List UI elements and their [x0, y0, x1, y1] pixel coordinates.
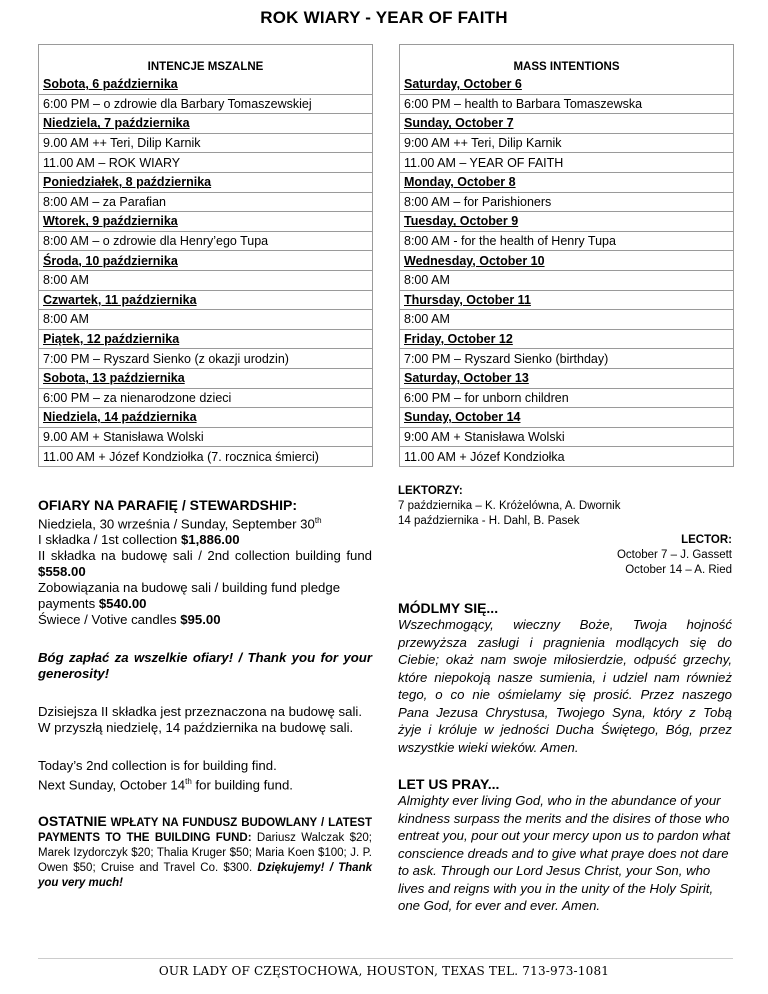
lector-line-2: October 14 – A. Ried	[625, 564, 732, 576]
intention-left: 9.00 AM + Stanisława Wolski	[39, 427, 373, 447]
stewardship-section	[38, 497, 372, 891]
intention-right: 8:00 AM – for Parishioners	[400, 192, 734, 212]
table-row	[39, 172, 734, 192]
day-heading-right: Wednesday, October 10	[400, 251, 734, 271]
table-row	[39, 408, 734, 428]
latest-payments: OSTATNIE WPŁATY NA FUNDUSZ BUDOWLANY / LATEST PAYMENTS TO THE BUILDING FUND: Dariusz Walczak $20; Marek Izydorczyk $20; Thalia Kruger $50; Maria Koen $100; J. P. Owen $50; Cruise and Travel Co. $300. Dziękujemy! / Thank you very much!	[38, 812, 373, 889]
table-row	[39, 310, 734, 330]
lectors-line-2: 14 października - H. Dahl, B. Pasek	[398, 515, 580, 527]
intention-right: 6:00 PM – health to Barbara Tomaszewska	[400, 94, 734, 114]
thank-you-note: Bóg zapłać za wszelkie ofiary! / Thank you for your generosity!	[38, 650, 372, 682]
day-heading-right: Tuesday, October 9	[400, 212, 734, 232]
table-row	[39, 349, 734, 369]
table-header-left: INTENCJE MSZALNE	[39, 45, 373, 76]
lector-line-1: October 7 – J. Gassett	[616, 549, 732, 561]
day-heading-right: Thursday, October 11	[400, 290, 734, 310]
footer-divider	[38, 958, 733, 959]
table-row	[39, 133, 734, 153]
table-row	[39, 368, 734, 388]
table-row	[39, 427, 734, 447]
intention-right: 11.00 AM + Józef Kondziołka	[400, 447, 734, 467]
intention-right: 8:00 AM - for the health of Henry Tupa	[400, 231, 734, 251]
day-heading-left: Wtorek, 9 października	[39, 212, 373, 232]
pledge-payments: Zobowiązania na budowę sali / building fund pledge payments $540.00	[38, 580, 341, 612]
intention-left: 8:00 AM	[39, 270, 373, 290]
table-row	[39, 212, 734, 232]
day-heading-left: Poniedziałek, 8 października	[39, 172, 373, 192]
stewardship-heading: OFIARY NA PARAFIĘ / STEWARDSHIP:	[38, 497, 298, 513]
day-heading-left: Sobota, 13 października	[39, 368, 373, 388]
polish-note-2: W przyszłą niedzielę, 14 października na budowę sali.	[38, 720, 354, 736]
day-heading-left: Piątek, 12 października	[39, 329, 373, 349]
polish-note-1: Dzisiejsza II składka jest przeznaczona na budowę sali.	[38, 704, 362, 720]
table-row	[39, 270, 734, 290]
intention-left: 9.00 AM ++ Teri, Dilip Karnik	[39, 133, 373, 153]
table-row	[39, 231, 734, 251]
intention-right: 8:00 AM	[400, 310, 734, 330]
english-note-2: Next Sunday, October 14th for building fund.	[38, 777, 293, 793]
votive-candles: Świece / Votive candles $95.00	[38, 612, 221, 628]
table-row	[39, 94, 734, 114]
second-collection: II składka na budowę sali / 2nd collection building fund $558.00	[38, 548, 372, 580]
day-heading-left: Czwartek, 11 października	[39, 290, 373, 310]
table-row	[39, 388, 734, 408]
day-heading-right: Sunday, October 7	[400, 114, 734, 134]
table-row	[39, 75, 734, 94]
intention-left: 6:00 PM – o zdrowie dla Barbary Tomaszewskiej	[39, 94, 373, 114]
intention-right: 7:00 PM – Ryszard Sienko (birthday)	[400, 349, 734, 369]
day-heading-right: Monday, October 8	[400, 172, 734, 192]
table-row	[39, 447, 734, 467]
intention-right: 11.00 AM – YEAR OF FAITH	[400, 153, 734, 173]
day-heading-left: Środa, 10 października	[39, 251, 373, 271]
first-collection: I składka / 1st collection $1,886.00	[38, 532, 240, 548]
prayer-pl-text: Wszechmogący, wieczny Boże, Twoja hojność przewyższa zasługi i pragnienia modlących się do Ciebie; okaż nam swoje miłosierdzie, odpuść grzechy, które niepokoją nasze sumienia, i udziel nam również tego, o co nie ośmielamy się prosić. Przez naszego Pana Jezusa Chrystusa, Twojego Syna, który z Tobą żyje i króluje w jedności Ducha Świętego, Bóg, przez wszystkie wieki wieków. Amen.	[398, 617, 732, 755]
footer: OUR LADY OF CZĘSTOCHOWA, HOUSTON, TEXAS TEL. 713-973-1081	[158, 964, 610, 978]
mass-intentions-table	[38, 44, 734, 467]
table-row	[39, 192, 734, 212]
prayer-en-heading: LET US PRAY...	[398, 776, 500, 792]
day-heading-left: Niedziela, 14 października	[39, 408, 373, 428]
intention-left: 11.00 AM + Józef Kondziołka (7. rocznica śmierci)	[39, 447, 373, 467]
day-heading-left: Niedziela, 7 października	[39, 114, 373, 134]
intention-left: 8:00 AM – za Parafian	[39, 192, 373, 212]
intention-left: 7:00 PM – Ryszard Sienko (z okazji urodzin)	[39, 349, 373, 369]
english-note-1: Today’s 2nd collection is for building find.	[38, 758, 277, 774]
intention-right: 9:00 AM + Stanisława Wolski	[400, 427, 734, 447]
day-heading-right: Saturday, October 13	[400, 368, 734, 388]
intention-left: 6:00 PM – za nienarodzone dzieci	[39, 388, 373, 408]
intention-right: 6:00 PM – for unborn children	[400, 388, 734, 408]
stewardship-date: Niedziela, 30 września / Sunday, September 30th	[38, 516, 322, 532]
prayer-en-text: Almighty ever living God, who in the abundance of your kindness surpass the merits and the disires of those who entreat you, pour out your mercy upon us to pardon what conscience dreads and to give what praye does not dare to ask. Through our Lord Jesus Christ, your Son, who lives and reigns with you in the unity of the Holy Spirit, one God, for ever and ever. Amen.	[398, 793, 731, 913]
table-row	[39, 114, 734, 134]
day-heading-right: Sunday, October 14	[400, 408, 734, 428]
day-heading-right: Friday, October 12	[400, 329, 734, 349]
right-column	[398, 484, 732, 915]
page-title: ROK WIARY - YEAR OF FAITH	[260, 8, 508, 27]
prayer-pl-heading: MÓDLMY SIĘ...	[398, 600, 499, 616]
day-heading-right: Saturday, October 6	[400, 75, 734, 94]
lectors-heading: LEKTORZY:	[398, 485, 463, 497]
table-row	[39, 251, 734, 271]
table-row	[39, 153, 734, 173]
intention-right: 8:00 AM	[400, 270, 734, 290]
table-header-right: MASS INTENTIONS	[400, 45, 734, 76]
table-row	[39, 290, 734, 310]
lector-heading: LECTOR:	[681, 534, 732, 546]
intention-left: 8:00 AM – o zdrowie dla Henry’ego Tupa	[39, 231, 373, 251]
intention-left: 8:00 AM	[39, 310, 373, 330]
table-row	[39, 329, 734, 349]
day-heading-left: Sobota, 6 października	[39, 75, 373, 94]
lectors-line-1: 7 października – K. Króżelówna, A. Dwornik	[398, 500, 621, 512]
intention-left: 11.00 AM – ROK WIARY	[39, 153, 373, 173]
intention-right: 9:00 AM ++ Teri, Dilip Karnik	[400, 133, 734, 153]
